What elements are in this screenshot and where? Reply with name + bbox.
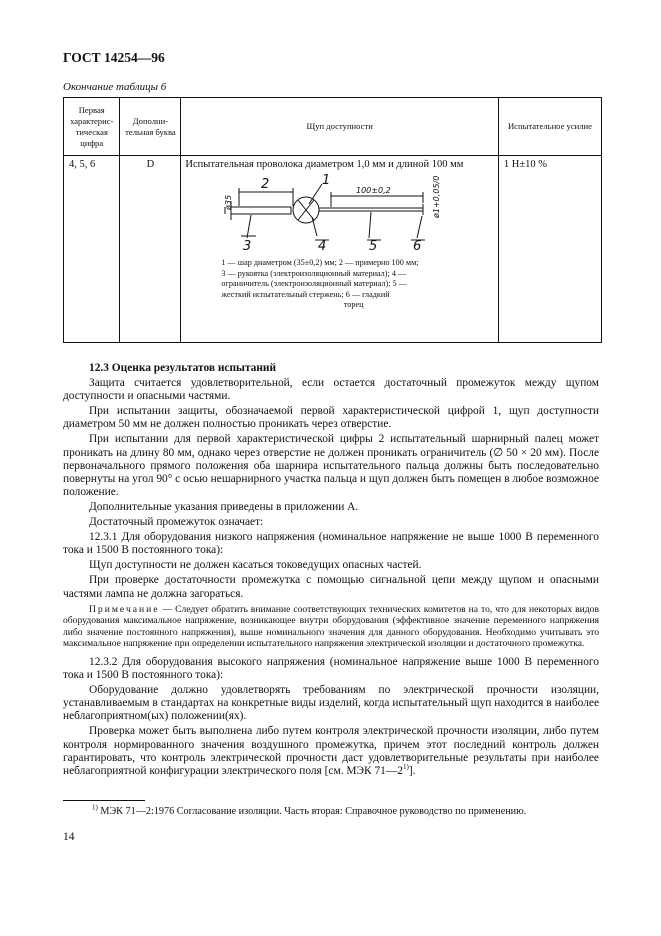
paragraph-end: ]. bbox=[408, 764, 416, 777]
column-header-access-probe: Щуп доступности bbox=[181, 98, 499, 156]
footnote-text: МЭК 71—2:1976 Согласование изоляции. Часть вторая: Справочное руководство по применению. bbox=[97, 806, 527, 817]
column-header-test-force: Испытательное усилие bbox=[498, 98, 601, 156]
label-4: 4 bbox=[318, 239, 327, 252]
footnote-ref: 1) bbox=[402, 762, 409, 771]
handle-shape bbox=[231, 207, 291, 214]
label-6: 6 bbox=[413, 239, 422, 252]
leader-5 bbox=[369, 212, 371, 238]
footnote bbox=[92, 803, 527, 817]
label-1: 1 bbox=[322, 174, 331, 188]
cell-additional-letter bbox=[120, 156, 181, 343]
legend-line: 1 — шар диаметром (35±0,2) мм; 2 — примерно 100 мм; bbox=[221, 258, 419, 267]
legend-line: жесткий испытательный стержень; 6 — гладкий bbox=[221, 289, 390, 299]
additional-letter-value: D bbox=[146, 159, 155, 170]
paragraph: При проверке достаточности промежутка с помощью сигнальной цепи между щупом и опасными частями лампа не должна загораться. bbox=[63, 574, 599, 600]
leader-3 bbox=[247, 215, 251, 238]
table-6 bbox=[63, 97, 602, 343]
legend-line: ограничитель (электроизоляционный материал); 5 — bbox=[221, 279, 407, 289]
paragraph: Дополнительные указания приведены в приложении А. bbox=[89, 500, 359, 513]
paragraph: Защита считается удовлетворительной, если остается достаточный промежуток между щупом доступности и опасными частями. bbox=[63, 377, 599, 403]
column-header-first-digit: Первая характерис-тическая цифра bbox=[64, 98, 120, 156]
footnote-marker: 1) bbox=[92, 803, 98, 812]
note-text: — Следует обратить внимание соответствующих технических комитетов на то, что для некоторых видов оборудования максимальное напряжение, возникающее внутри оборудования (эффективное значение переменного напряжения либо значение постоянного напряжения), выше номинального значения для данного оборудования. Необходимо учитывать это максимальное напряжение при определении испытательного напряжения электрической изоляции и достаточного промежутка. bbox=[63, 603, 599, 650]
note bbox=[63, 604, 599, 650]
cell-test-force bbox=[498, 156, 601, 343]
wire-shape bbox=[319, 208, 423, 211]
note-label: Примечание bbox=[89, 603, 160, 615]
probe-drawing bbox=[221, 174, 451, 252]
cell-access-probe bbox=[181, 156, 499, 343]
dimension-length-text: 100±0,2 bbox=[356, 186, 392, 195]
drawing-legend bbox=[221, 258, 486, 311]
paragraph: Достаточный промежуток означает: bbox=[89, 516, 264, 529]
leader-6 bbox=[417, 216, 422, 238]
column-header-additional-letter: Дополни-тельная буква bbox=[120, 98, 181, 156]
paragraph bbox=[63, 725, 599, 777]
label-3: 3 bbox=[243, 239, 252, 252]
dimension-diameter-text: ø1+0,05/0 bbox=[432, 175, 442, 218]
paragraph: Оборудование должно удовлетворять требованиям по электрической прочности изоляции, устанавливаемым в стандартах на конкретные виды изделий, когда испытательный щуп находится в наиболее неблагоприятном(ых) положении(ях). bbox=[63, 684, 599, 723]
section-12-3 bbox=[63, 362, 599, 780]
paragraph: При испытании для первой характеристической цифры 2 испытательный шарнирный палец может проникать на длину 80 мм, однако через отверстие не должен проникать ограничитель (∅ 50 × 20 мм). После первоначального прямого положения оба шарнира испытательного пальца должны быть последовательно повернуты на угол 90° с осью нешарнирного участка пальца и щуп должен быть помещен в любое возможное положение. bbox=[63, 433, 599, 498]
cell-first-digit bbox=[64, 156, 120, 343]
table-caption: Окончание таблицы 6 bbox=[63, 81, 167, 93]
section-heading: 12.3 Оценка результатов испытаний bbox=[89, 362, 277, 374]
table-header-row bbox=[64, 98, 602, 156]
probe-description: Испытательная проволока диаметром 1,0 мм и длиной 100 мм bbox=[185, 159, 464, 170]
paragraph: Щуп доступности не должен касаться токоведущих опасных частей. bbox=[89, 559, 422, 572]
paragraph: При испытании защиты, обозначаемой первой характеристической цифрой 1, щуп доступности диаметром 50 мм не должен полностью проникать через отверстие. bbox=[63, 405, 599, 431]
standard-header: ГОСТ 14254—96 bbox=[63, 50, 165, 65]
paragraph-text: Проверка может быть выполнена либо путем контроля электрической прочности изоляции, либо путем контроля нормированного значения воздушного промежутка, причем этот последний контроль должен гарантировать, что контроль электрической прочности даст удовлетворительные результаты при наиболее неблагоприятной конфигурации электрического поля [см. МЭК 71—2 bbox=[63, 725, 599, 777]
page-number: 14 bbox=[63, 831, 75, 843]
legend-line: торец bbox=[343, 300, 364, 310]
dimension-ball-text: ø35 bbox=[224, 194, 234, 210]
paragraph: 12.3.2 Для оборудования высокого напряжения (номинальное напряжение выше 1000 В переменного тока и 1500 В постоянного тока): bbox=[63, 655, 599, 682]
test-force-value: 1 Н±10 % bbox=[503, 159, 548, 170]
legend-line: 3 — рукоятка (электроизоляционный материал); 4 — bbox=[221, 268, 407, 278]
footnote-divider bbox=[63, 800, 145, 801]
first-digit-value: 4, 5, 6 bbox=[69, 159, 96, 170]
table-row bbox=[64, 156, 602, 343]
paragraph: 12.3.1 Для оборудования низкого напряжения (номинальное напряжение не выше 1000 В переменного тока и 1500 В постоянного тока): bbox=[63, 531, 599, 557]
label-2: 2 bbox=[261, 177, 270, 192]
label-5: 5 bbox=[369, 239, 378, 252]
